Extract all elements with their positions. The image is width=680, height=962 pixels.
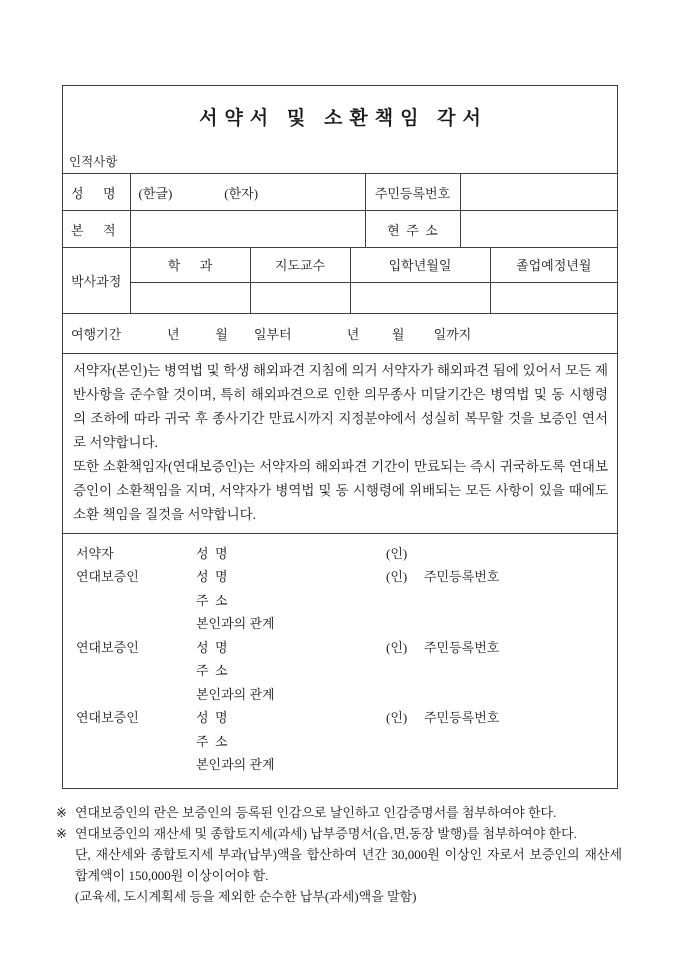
signature-field-label: 성 명 xyxy=(196,639,228,655)
expected-graduation-label: 졸업예정년월 xyxy=(490,248,617,282)
doctorate-table xyxy=(63,248,617,314)
graduation-blank-cell xyxy=(490,282,617,313)
note-marker xyxy=(56,886,75,907)
advisor-blank-cell xyxy=(250,282,350,313)
admission-date-label: 입학년월일 xyxy=(350,248,490,282)
travel-period-label: 여행기간 xyxy=(71,326,122,342)
pledge-text xyxy=(63,354,617,534)
note-marker: ※ xyxy=(56,804,67,820)
signature-row xyxy=(63,541,617,565)
signature-row xyxy=(63,611,617,635)
note-line xyxy=(56,802,622,823)
origin-label: 본 적 xyxy=(63,211,130,248)
name-value-cell: (한글) (한자) xyxy=(130,174,365,211)
signature-role: 연대보증인 xyxy=(76,710,139,726)
seal-placeholder: (인) xyxy=(386,710,408,726)
pledge-paragraph-2: 또한 소환책임자(연대보증인)는 서약자의 해외파견 기간이 만료되는 즉시 귀국하도록 연대보증인이 소환책임을 지며, 서약자가 병역법 및 동 시행령에 위배되는 모든 사항이 있을 때에도 소환 책임을 질것을 서약합니다. xyxy=(73,458,608,522)
note-line xyxy=(56,886,622,907)
name-row xyxy=(63,174,617,211)
personal-info-label: 인적사항 xyxy=(69,155,118,169)
signature-field-label: 성 명 xyxy=(196,710,228,726)
note-text: 연대보증인의 재산세 및 종합토지세(과세) 납부증명서(읍,면,동장 발행)를 첨부하여야 한다. xyxy=(75,825,577,841)
signature-row xyxy=(63,682,617,706)
signature-row xyxy=(63,658,617,682)
signature-field-label: 본인과의 관계 xyxy=(196,757,275,773)
note-line xyxy=(56,823,622,844)
signature-field-label: 성 명 xyxy=(196,545,228,561)
seal-placeholder: (인) xyxy=(386,569,408,585)
note-marker: ※ xyxy=(56,825,67,841)
signature-extra-label: 주민등록번호 xyxy=(424,639,500,655)
doctorate-course-label: 박사과정 xyxy=(63,248,130,313)
signature-field-label: 주 소 xyxy=(196,592,228,608)
resident-id-label: 주민등록번호 xyxy=(365,174,460,211)
signature-field-label: 주 소 xyxy=(196,733,228,749)
current-address-label: 현 주 소 xyxy=(365,211,460,248)
travel-period-value: 년 월 일부터 년 월 일까지 xyxy=(167,326,472,342)
signature-row xyxy=(63,635,617,659)
signature-row xyxy=(63,588,617,612)
signature-section xyxy=(63,534,617,788)
seal-placeholder: (인) xyxy=(386,545,408,561)
advisor-label: 지도교수 xyxy=(250,248,350,282)
note-marker xyxy=(56,844,75,886)
signature-field-label: 주 소 xyxy=(196,663,228,679)
signature-field-label: 본인과의 관계 xyxy=(196,616,275,632)
department-label: 학 과 xyxy=(130,248,250,282)
current-address-blank-cell xyxy=(460,211,617,248)
pledge-paragraph-1: 서약자(본인)는 병역법 및 학생 해외파견 지침에 의거 서약자가 해외파견 됨에 있어서 모든 제반사항을 준수할 것이며, 특히 해외파견으로 인한 의무종사 미달기간은 병역법 및 동 시행령의 조하에 따라 귀국 후 종사기간 만료시까지 지정분야에서 성실히 복무할 것을 보증인 연서로 서약합니다. xyxy=(73,362,608,450)
signature-role: 연대보증인 xyxy=(76,639,139,655)
origin-row xyxy=(63,211,617,248)
personal-info-table xyxy=(63,173,617,248)
signature-extra-label: 주민등록번호 xyxy=(424,710,500,726)
signature-row xyxy=(63,564,617,588)
note-text: 단, 재산세와 종합토지세 부과(납부)액을 합산하여 년간 30,000원 이상인 자로서 보증인의 재산세 합계액이 150,000원 이상이어야 함. xyxy=(75,846,622,883)
doctorate-header-row xyxy=(63,248,617,282)
pledge-form-box xyxy=(62,85,618,789)
signature-row xyxy=(63,752,617,776)
note-text: 연대보증인의 란은 보증인의 등록된 인감으로 날인하고 인감증명서를 첨부하여야 한다. xyxy=(75,804,557,820)
seal-placeholder: (인) xyxy=(386,639,408,655)
note-line xyxy=(56,844,622,886)
resident-id-blank-cell xyxy=(460,174,617,211)
department-blank-cell xyxy=(130,282,250,313)
signature-field-label: 성 명 xyxy=(196,569,228,585)
travel-period-row xyxy=(63,314,617,354)
note-text: (교육세, 도시계획세 등을 제외한 순수한 납부(과세)액을 말함) xyxy=(75,888,417,904)
admission-blank-cell xyxy=(350,282,490,313)
signature-field-label: 본인과의 관계 xyxy=(196,686,275,702)
doctorate-blank-row xyxy=(63,282,617,313)
signature-role: 서약자 xyxy=(76,545,114,561)
signature-role: 연대보증인 xyxy=(76,569,139,585)
signature-row xyxy=(63,729,617,753)
signature-row xyxy=(63,705,617,729)
name-label: 성 명 xyxy=(63,174,130,211)
signature-extra-label: 주민등록번호 xyxy=(424,569,500,585)
origin-blank-cell xyxy=(130,211,365,248)
footer-notes xyxy=(56,802,622,907)
document-title: 서약서 및 소환책임 각서 xyxy=(199,108,488,129)
